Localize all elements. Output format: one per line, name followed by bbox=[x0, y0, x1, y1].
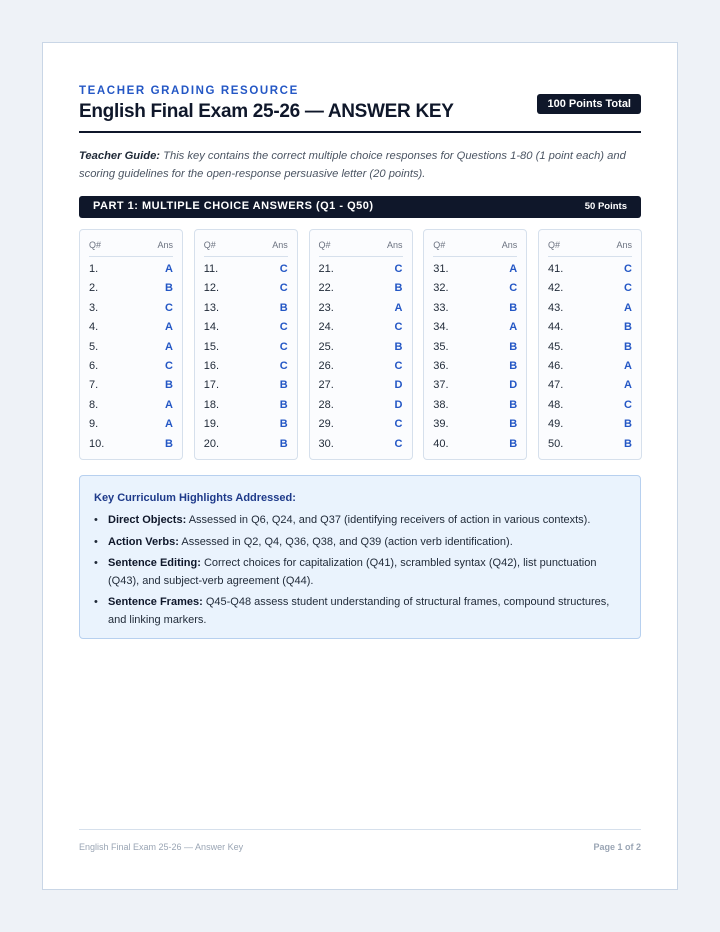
footer-page-number: Page 1 of 2 bbox=[593, 842, 641, 852]
question-number: 42. bbox=[548, 282, 564, 295]
highlight-item bbox=[94, 555, 628, 590]
correct-answer: B bbox=[509, 418, 518, 431]
answer-column-header bbox=[204, 240, 288, 257]
correct-answer: B bbox=[624, 418, 632, 431]
highlight-label: Sentence Frames: bbox=[108, 596, 203, 608]
correct-answer: D bbox=[394, 398, 403, 411]
question-number: 26. bbox=[318, 360, 334, 372]
question-number: 48. bbox=[548, 398, 564, 411]
correct-answer: B bbox=[624, 437, 632, 450]
answer-row bbox=[548, 399, 632, 418]
correct-answer: B bbox=[624, 340, 632, 353]
correct-answer: C bbox=[279, 360, 288, 372]
correct-answer: A bbox=[165, 321, 173, 334]
question-number-header: Q# bbox=[433, 240, 446, 250]
correct-answer: A bbox=[165, 418, 173, 431]
correct-answer: B bbox=[509, 340, 518, 353]
correct-answer: A bbox=[624, 379, 632, 392]
correct-answer: B bbox=[509, 301, 518, 314]
answer-key-page bbox=[42, 42, 678, 890]
question-number: 7. bbox=[89, 379, 99, 392]
correct-answer: C bbox=[394, 321, 403, 334]
part1-section-bar bbox=[79, 196, 641, 218]
correct-answer: B bbox=[394, 340, 403, 353]
correct-answer: C bbox=[165, 360, 173, 372]
correct-answer: B bbox=[509, 360, 518, 372]
correct-answer: B bbox=[165, 282, 173, 295]
answer-row bbox=[204, 379, 288, 398]
question-number: 34. bbox=[433, 321, 449, 334]
answer-row bbox=[319, 341, 403, 360]
correct-answer: B bbox=[509, 398, 518, 411]
answer-row bbox=[204, 321, 288, 340]
answer-row bbox=[89, 282, 173, 301]
answer-row bbox=[319, 418, 403, 437]
answer-row bbox=[89, 263, 173, 282]
answer-row bbox=[89, 438, 173, 457]
correct-answer: B bbox=[279, 379, 288, 392]
answer-row bbox=[433, 360, 517, 379]
correct-answer: C bbox=[165, 301, 173, 314]
answer-row bbox=[433, 302, 517, 321]
correct-answer: C bbox=[624, 282, 632, 295]
answer-row bbox=[433, 379, 517, 398]
correct-answer: C bbox=[509, 282, 518, 295]
question-number-header: Q# bbox=[203, 240, 216, 250]
correct-answer: D bbox=[509, 379, 518, 392]
highlight-text: Assessed in Q2, Q4, Q36, Q38, and Q39 (action verb identification). bbox=[178, 535, 513, 548]
correct-answer: A bbox=[165, 340, 173, 353]
highlight-text: Q45-Q48 assess student understanding of structural frames, compound structures, and linking markers. bbox=[108, 596, 610, 626]
answer-row bbox=[548, 341, 632, 360]
part1-points: 50 Points bbox=[584, 201, 627, 212]
question-number: 39. bbox=[433, 418, 449, 431]
answer-header: Ans bbox=[386, 240, 403, 250]
question-number: 16. bbox=[203, 360, 220, 372]
answer-row bbox=[89, 399, 173, 418]
answer-row bbox=[204, 282, 288, 301]
correct-answer: C bbox=[394, 418, 403, 431]
highlight-item bbox=[94, 512, 628, 530]
correct-answer: C bbox=[394, 360, 403, 372]
correct-answer: C bbox=[279, 263, 288, 275]
correct-answer: B bbox=[165, 379, 173, 392]
question-number: 14. bbox=[203, 321, 220, 334]
answer-row bbox=[89, 321, 173, 340]
correct-answer: C bbox=[394, 263, 403, 275]
question-number: 41. bbox=[548, 263, 564, 275]
question-number: 1. bbox=[89, 263, 99, 275]
question-number: 23. bbox=[318, 301, 334, 314]
answer-row bbox=[204, 438, 288, 457]
question-number: 15. bbox=[203, 340, 220, 353]
correct-answer: C bbox=[394, 437, 403, 450]
answer-header: Ans bbox=[157, 240, 173, 250]
answer-column-header bbox=[89, 240, 173, 257]
highlight-text: Correct choices for capitalization (Q41), scrambled syntax (Q42), list punctuation (Q43), and subject-verb agreement (Q44). bbox=[108, 557, 597, 587]
question-number: 31. bbox=[433, 263, 449, 275]
correct-answer: C bbox=[279, 321, 288, 334]
correct-answer: B bbox=[279, 301, 288, 314]
question-number: 19. bbox=[203, 418, 220, 431]
correct-answer: B bbox=[279, 398, 288, 411]
answer-header: Ans bbox=[272, 240, 288, 250]
question-number-header: Q# bbox=[89, 240, 102, 250]
highlights-title: Key Curriculum Highlights Addressed: bbox=[94, 492, 296, 504]
question-number: 17. bbox=[203, 379, 220, 392]
highlight-text: Assessed in Q6, Q24, and Q37 (identifying receivers of action in various contexts). bbox=[186, 514, 591, 526]
answer-row bbox=[89, 341, 173, 360]
answer-row bbox=[204, 341, 288, 360]
question-number: 38. bbox=[433, 398, 449, 411]
question-number: 27. bbox=[318, 379, 334, 392]
highlight-label: Direct Objects: bbox=[108, 514, 187, 526]
answer-row bbox=[204, 399, 288, 418]
question-number: 49. bbox=[548, 418, 564, 431]
question-number: 36. bbox=[433, 360, 449, 372]
question-number-header: Q# bbox=[318, 240, 331, 250]
correct-answer: A bbox=[624, 301, 632, 314]
answer-column bbox=[79, 229, 183, 460]
question-number: 8. bbox=[89, 398, 99, 411]
correct-answer: A bbox=[165, 398, 173, 411]
highlight-label: Sentence Editing: bbox=[108, 557, 201, 569]
answer-row bbox=[319, 282, 403, 301]
correct-answer: A bbox=[509, 321, 518, 334]
answer-row bbox=[89, 360, 173, 379]
title-divider bbox=[79, 131, 641, 133]
answer-row bbox=[433, 282, 517, 301]
document-kicker: TEACHER GRADING RESOURCE bbox=[79, 85, 299, 97]
question-number: 44. bbox=[548, 321, 564, 334]
answer-row bbox=[204, 418, 288, 437]
total-points-badge: 100 Points Total bbox=[537, 94, 641, 114]
question-number: 25. bbox=[318, 340, 334, 353]
question-number: 46. bbox=[548, 360, 564, 372]
answer-column-header bbox=[433, 240, 517, 257]
answer-row bbox=[204, 360, 288, 379]
answer-row bbox=[89, 302, 173, 321]
answer-row bbox=[548, 438, 632, 457]
answer-row bbox=[433, 399, 517, 418]
answer-row bbox=[548, 302, 632, 321]
footer-document-name: English Final Exam 25-26 — Answer Key bbox=[79, 842, 244, 852]
question-number: 24. bbox=[318, 321, 334, 334]
answer-row bbox=[319, 379, 403, 398]
correct-answer: A bbox=[394, 301, 403, 314]
teacher-guide-text: This key contains the correct multiple choice responses for Questions 1-80 (1 point each) and scoring guidelines for the open-response persuasive letter (20 points). bbox=[79, 150, 626, 180]
question-number: 45. bbox=[548, 340, 564, 353]
answer-column bbox=[194, 229, 298, 460]
question-number: 33. bbox=[433, 301, 449, 314]
answer-row bbox=[548, 360, 632, 379]
answer-row bbox=[204, 302, 288, 321]
answer-row bbox=[433, 438, 517, 457]
answer-row bbox=[89, 418, 173, 437]
answer-row bbox=[319, 302, 403, 321]
correct-answer: D bbox=[394, 379, 403, 392]
answer-row bbox=[89, 379, 173, 398]
question-number: 20. bbox=[203, 437, 220, 450]
page-title: English Final Exam 25-26 — ANSWER KEY bbox=[79, 101, 454, 122]
answer-row bbox=[319, 263, 403, 282]
question-number: 21. bbox=[318, 263, 334, 275]
question-number: 12. bbox=[203, 282, 220, 295]
question-number: 28. bbox=[318, 398, 334, 411]
correct-answer: B bbox=[624, 321, 632, 334]
answer-header: Ans bbox=[501, 240, 518, 250]
correct-answer: C bbox=[624, 263, 632, 275]
curriculum-highlights bbox=[79, 475, 641, 639]
correct-answer: C bbox=[279, 282, 288, 295]
question-number: 6. bbox=[89, 360, 99, 372]
question-number: 40. bbox=[433, 437, 449, 450]
question-number: 3. bbox=[89, 301, 99, 314]
highlight-item bbox=[94, 594, 628, 629]
question-number: 30. bbox=[318, 437, 334, 450]
answer-column-header bbox=[548, 240, 632, 257]
answer-row bbox=[548, 321, 632, 340]
correct-answer: B bbox=[165, 437, 173, 450]
answer-header: Ans bbox=[616, 240, 632, 250]
answer-row bbox=[433, 263, 517, 282]
answer-row bbox=[319, 438, 403, 457]
correct-answer: B bbox=[279, 437, 288, 450]
highlights-list bbox=[94, 512, 628, 633]
answer-row bbox=[433, 341, 517, 360]
answer-row bbox=[548, 379, 632, 398]
question-number: 5. bbox=[89, 340, 99, 353]
teacher-guide-label: Teacher Guide: bbox=[79, 150, 161, 162]
answer-row bbox=[433, 321, 517, 340]
correct-answer: A bbox=[165, 263, 173, 275]
footer-divider bbox=[79, 829, 641, 830]
correct-answer: C bbox=[624, 398, 632, 411]
correct-answer: C bbox=[279, 340, 288, 353]
question-number: 50. bbox=[548, 437, 564, 450]
question-number: 2. bbox=[89, 282, 99, 295]
answer-column bbox=[309, 229, 413, 460]
answer-column-header bbox=[319, 240, 403, 257]
correct-answer: B bbox=[279, 418, 288, 431]
correct-answer: B bbox=[394, 282, 403, 295]
teacher-guide bbox=[79, 147, 641, 183]
correct-answer: A bbox=[509, 263, 518, 275]
correct-answer: B bbox=[509, 437, 518, 450]
question-number: 13. bbox=[203, 301, 220, 314]
answer-row bbox=[548, 263, 632, 282]
question-number: 10. bbox=[89, 437, 105, 450]
question-number: 43. bbox=[548, 301, 564, 314]
question-number: 9. bbox=[89, 418, 99, 431]
question-number: 47. bbox=[548, 379, 564, 392]
answer-row bbox=[204, 263, 288, 282]
question-number-header: Q# bbox=[548, 240, 561, 250]
answer-grid bbox=[79, 229, 642, 460]
answer-row bbox=[319, 360, 403, 379]
question-number: 35. bbox=[433, 340, 449, 353]
highlight-item bbox=[94, 534, 628, 552]
answer-row bbox=[319, 399, 403, 418]
answer-column bbox=[538, 229, 642, 460]
answer-row bbox=[433, 418, 517, 437]
question-number: 18. bbox=[203, 398, 220, 411]
part1-title: PART 1: MULTIPLE CHOICE ANSWERS (Q1 - Q50) bbox=[93, 200, 374, 212]
answer-column bbox=[423, 229, 527, 460]
question-number: 32. bbox=[433, 282, 449, 295]
question-number: 11. bbox=[203, 263, 219, 275]
answer-row bbox=[319, 321, 403, 340]
question-number: 22. bbox=[318, 282, 334, 295]
question-number: 4. bbox=[89, 321, 99, 334]
correct-answer: A bbox=[624, 360, 632, 372]
answer-row bbox=[548, 282, 632, 301]
highlight-label: Action Verbs: bbox=[108, 535, 179, 548]
question-number: 37. bbox=[433, 379, 449, 392]
question-number: 29. bbox=[318, 418, 334, 431]
answer-row bbox=[548, 418, 632, 437]
